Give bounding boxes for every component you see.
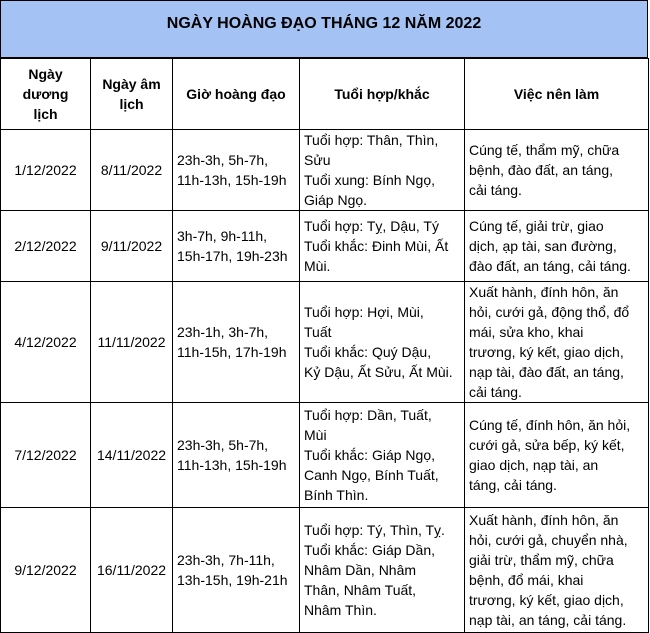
table-row [1,211,649,282]
compatible-ages-cell: Tuổi hợp: Thân, Thìn, Sửu Tuổi xung: Bính Ngọ, Giáp Ngọ. [300,130,465,211]
table-row [1,130,649,211]
solar-date-cell: 1/12/2022 [1,130,91,211]
compatible-ages-cell: Tuổi hợp: Dần, Tuất, Mùi Tuổi khắc: Giáp Ngọ, Canh Ngọ, Bính Tuất, Bính Thìn. [300,403,465,508]
table-row [1,282,649,403]
page-title: NGÀY HOÀNG ĐẠO THÁNG 12 NĂM 2022 [0,0,648,58]
compatible-ages-cell: Tuổi hợp: Tý, Thìn, Tỵ. Tuổi khắc: Giáp Dần, Nhâm Dần, Nhâm Thân, Nhâm Tuất, Nhâm Thìn. [300,508,465,633]
header-solar-date: Ngày dương lịch [1,59,91,130]
lunar-date-cell: 16/11/2022 [91,508,173,633]
good-hours-cell: 3h-7h, 9h-11h, 15h-17h, 19h-23h [173,211,300,282]
header-lunar-date: Ngày âm lịch [91,59,173,130]
header-recommended-tasks: Việc nên làm [465,59,649,130]
solar-date-cell: 9/12/2022 [1,508,91,633]
good-hours-cell: 23h-3h, 5h-7h, 11h-13h, 15h-19h [173,130,300,211]
compatible-ages-cell: Tuổi hợp: Tỵ, Dậu, Tý Tuổi khắc: Đinh Mùi, Ất Mùi. [300,211,465,282]
compatible-ages-cell: Tuổi hợp: Hợi, Mùi, Tuất Tuổi khắc: Quý Dậu, Kỷ Dậu, Ất Sửu, Ất Mùi. [300,282,465,403]
solar-date-cell: 2/12/2022 [1,211,91,282]
table-row [1,508,649,633]
table-row [1,403,649,508]
recommended-tasks-cell: Xuất hành, đính hôn, ăn hỏi, cưới gả, chuyển nhà, giải trừ, thẩm mỹ, chữa bệnh, đổ mái, khai trương, ký kết, giao dịch, nạp tài, an táng, cải táng. [465,508,649,633]
recommended-tasks-cell: Xuất hành, đính hôn, ăn hỏi, cưới gả, động thổ, đổ mái, sửa kho, khai trương, ký kết, giao dịch, nạp tài, đào đất, an táng, cải táng. [465,282,649,403]
recommended-tasks-cell: Cúng tế, giải trừ, giao dịch, ạp tài, san đường, đào đất, an táng, cải táng. [465,211,649,282]
good-hours-cell: 23h-1h, 3h-7h, 11h-15h, 17h-19h [173,282,300,403]
lunar-date-cell: 14/11/2022 [91,403,173,508]
lunar-date-cell: 11/11/2022 [91,282,173,403]
solar-date-cell: 4/12/2022 [1,282,91,403]
good-days-table [0,58,649,633]
header-compatible-ages: Tuổi hợp/khắc [300,59,465,130]
header-row [1,59,649,130]
good-hours-cell: 23h-3h, 5h-7h, 11h-13h, 15h-19h [173,403,300,508]
header-good-hours: Giờ hoàng đạo [173,59,300,130]
lunar-date-cell: 8/11/2022 [91,130,173,211]
recommended-tasks-cell: Cúng tế, đính hôn, ăn hỏi, cưới gả, sửa bếp, ký kết, giao dịch, nạp tài, an táng, cải táng. [465,403,649,508]
lunar-date-cell: 9/11/2022 [91,211,173,282]
solar-date-cell: 7/12/2022 [1,403,91,508]
recommended-tasks-cell: Cúng tế, thẩm mỹ, chữa bệnh, đào đất, an táng, cải táng. [465,130,649,211]
good-hours-cell: 23h-3h, 7h-11h, 13h-15h, 19h-21h [173,508,300,633]
